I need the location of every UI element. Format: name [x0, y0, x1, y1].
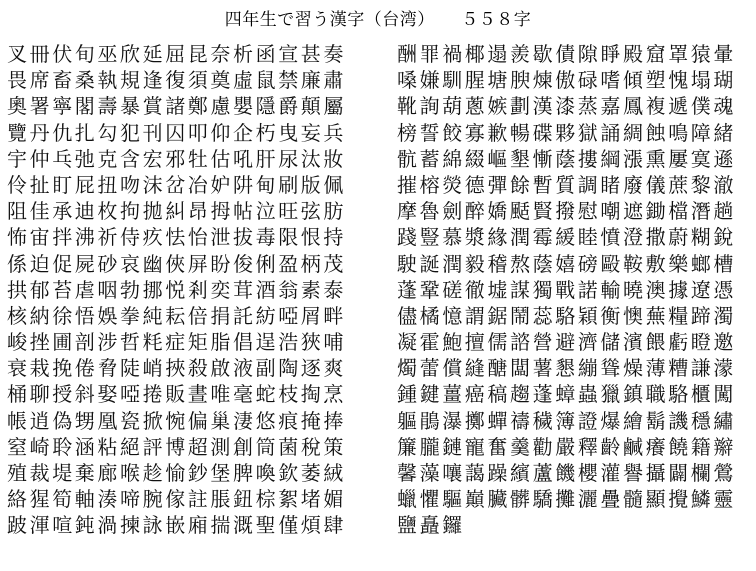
character-row: 奧署寧閣壽暴賞諸鄭慮嬰隱爵顛屬: [7, 94, 346, 119]
character-row: 凝霍鮑擅儒諮營避濟儲濱餵虧瞪邀: [397, 330, 736, 355]
character-row: 嗓嫌馴腥塘腴煉傲碌嗜傾塑愧塌瑚: [397, 68, 736, 93]
character-row: 摩魯劍醉嬌颳賢撥慰嘲遮鋤檔潛趟: [397, 199, 736, 224]
character-row: 係迫促屍砂哀幽俠屏盼俊俐盈柄茂: [7, 251, 346, 276]
character-row: 鍾鍵薑癌稿趨蓬蟑蟲獵鎮職駱櫃闖: [397, 382, 736, 407]
character-row: 軀鵑瀑擲蟬禱穢簿證爆繪鬍譏穩繡: [397, 408, 736, 433]
character-row: 桶聊授斜娶啞捲販晝唯毫蛇枝掏烹: [7, 382, 346, 407]
character-row: 峻挫圃剖涉哲粍症矩脂倡逞浩狹哺: [7, 330, 346, 355]
character-row: 覽丹仇扎勾犯刊囚叩仰企朽曳妄兵: [7, 120, 346, 145]
character-row: 核納徐悟娛拳純耘倍捐託紡啞屑畔: [7, 303, 346, 328]
character-row: 帳逍偽甥凰瓷掀惋偏巢淒悠痕掩捧: [7, 408, 346, 433]
character-row: 殖裁堤棄廊喉趁愉鈔堡脾喚欽萎絨: [7, 461, 346, 485]
character-row: 駛誕潤毅稽熬蔭嬉磅毆鞍敷樂螂槽: [397, 251, 736, 276]
character-row: 馨藻嚷藹躁繽蘆饑櫻灌譽攝闢欄鶯: [397, 461, 736, 485]
character-row: 絡猩筍軸湊啼腕傢註脹鈕棕絮堵媚: [7, 487, 346, 512]
character-row: 跛渾喧鈍渦揀詠嵌廂揣溉聖僅煩肆: [7, 513, 346, 538]
character-row: 蓬鞏磋徹墟謀獨戰諾輸曉澳據遼憑: [397, 277, 736, 302]
character-row: 簾朧鏈寵奮羹勸嚴釋齡鹹癢饒籍辮: [397, 434, 736, 459]
character-row: 鹽矗鑼: [397, 513, 465, 538]
character-row: 榜誓餃寡歉暢碟夥獄誦綢蝕鳴障緒: [397, 120, 736, 145]
character-row: 骯蓄綿綴嶇墾慚蔭摟綱漲熏屢寞遜: [397, 146, 736, 171]
character-row: 叉冊伏旬巫欣延屈昆奈析函宣甚奏: [7, 42, 346, 66]
character-row: 靴詢葫蔥嫉劃漢漆蒸嘉鳳複遞僕魂: [397, 94, 736, 119]
character-row: 窒崎聆涵粘絕評博超測創筒菌稅策: [7, 434, 346, 459]
page-title: 四年生で習う漢字（台湾） ５５８字: [224, 10, 532, 30]
character-row: 儘橘憶謂鋸鬧蕊駱穎衡懊蕪糧蹄濁: [397, 303, 736, 328]
right-character-column: [397, 41, 736, 539]
character-row: 伶扯盯屁扭吻沫岔冶妒阱甸刷版佩: [7, 172, 346, 197]
character-row: 踐豎慕漿緣潤霉緩睦憤澄撒蔚糊銳: [397, 225, 736, 250]
character-row: 怖宙拌沸祈侍疚怯怡泄拔毒限恨持: [7, 225, 346, 250]
character-row: 蠟懼驅巔臟髒驕攤灑疊髓顯攪鱗靈: [397, 487, 736, 512]
character-row: 畏席畜桑執規逢復須奠虛鼠禁廉肅: [7, 68, 346, 93]
character-row: 衰栽挽倦脅陡峭挾殺啟液副陶逐爽: [7, 356, 346, 381]
character-row: 宇仲乓弛克含宏邪牡估吼肝尿汰妝: [7, 146, 346, 171]
character-row: 酬罪禍椰遢羨歇債隙睜殿窟罩猿暈: [397, 42, 736, 66]
character-row: 拱郁苔虐咽勃挪悦剎奕茸酒翁素泰: [7, 277, 346, 302]
character-row: 阻佳承迪枚拘拋糾昂拇帖泣旺弦肪: [7, 199, 346, 224]
character-row: 摧榕熒德彈餘暫質調睹廢儀蔗黎澈: [397, 172, 736, 197]
left-character-column: [7, 41, 346, 539]
character-row: 燭蕾償縫醣闆薯懇繃聳燥薄糟謙濛: [397, 356, 736, 381]
